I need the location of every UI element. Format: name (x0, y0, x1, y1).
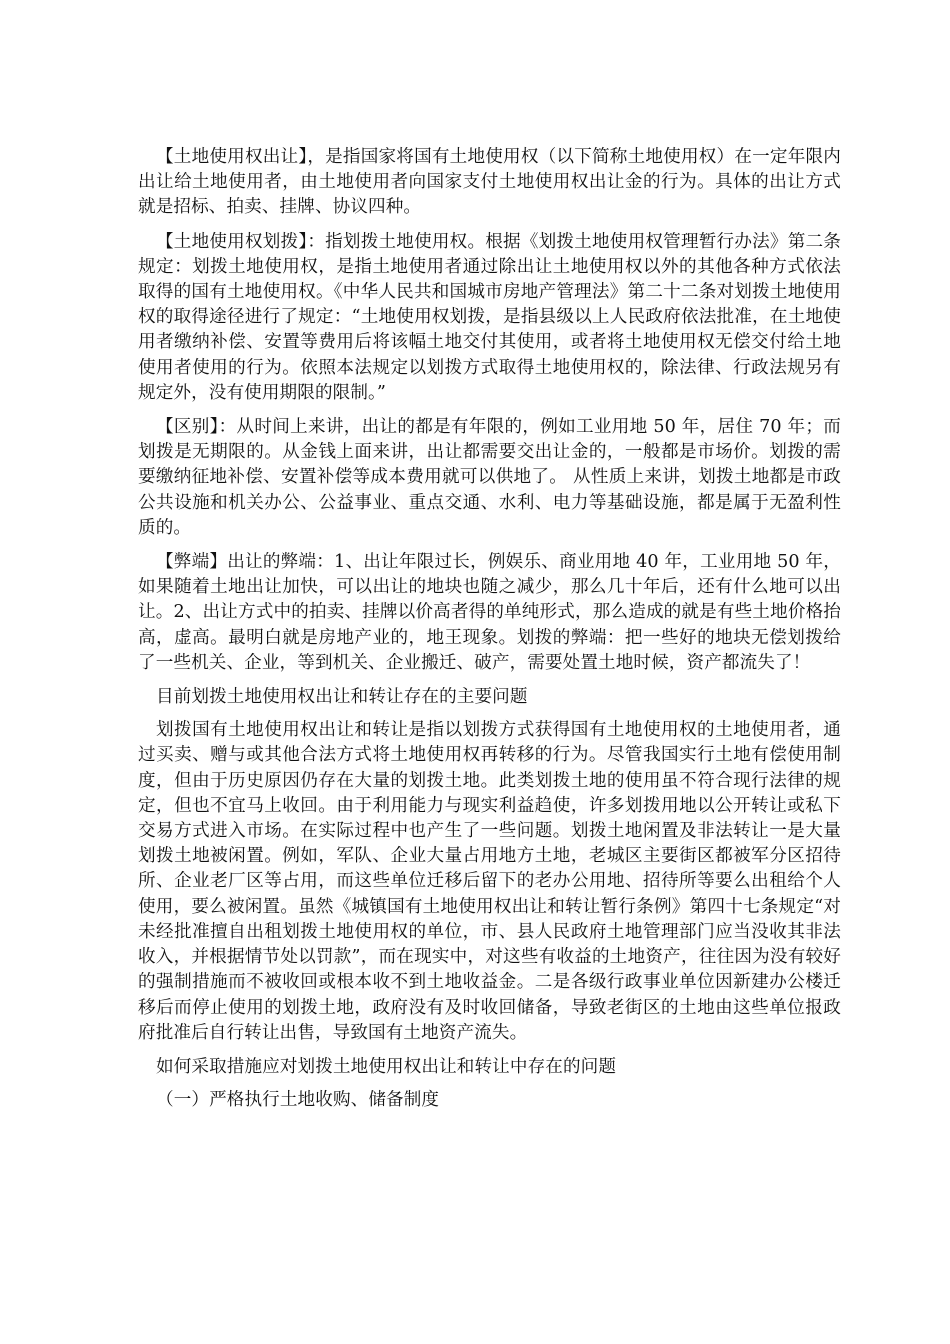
subsection-heading-acquisition-reserve: （一）严格执行土地收购、储备制度 (156, 1090, 440, 1111)
paragraph-differences (138, 415, 841, 541)
section-heading-main-problems: 目前划拨土地使用权出让和转让存在的主要问题 (156, 687, 528, 708)
section-heading-countermeasures: 如何采取措施应对划拨土地使用权出让和转让中存在的问题 (156, 1056, 617, 1077)
term-label: 【土地使用权划拨】 (156, 231, 308, 252)
paragraph-land-use-right-transfer (138, 145, 841, 221)
paragraph-text: ：指划拨土地使用权。根据《划拨土地使用权管理暂行办法》第二条规定：划拨土地使用权，是指土地使用者通过除出让土地使用权以外的其他各种方式依法取得的国有土地使用权。《中华人民共和国城市房地产管理法》第二十二条对划拨土地使用权的取得途径进行了规定：“土地使用权划拨，是指县级以上人民政府依法批准，在土地使用者缴纳补偿、安置等费用后将该幅土地交付其使用，或者将土地使用权无偿交付给土地使用者使用的行为。依照本法规定以划拨方式取得土地使用权的，除法律、行政法规另有规定外，没有使用期限的限制。” (138, 231, 841, 403)
paragraph-text: ：从时间上来讲，出让的都是有年限的，例如工业用地 50 年，居住 70 年；而划拨是无期限的。从金钱上面来讲，出让都需要交出让金的，一般都是市场价。划拨的需要缴纳征地补偿、安置补偿等成本费用就可以供地了。 从性质上来讲，划拨土地都是市政公共设施和机关办公、公益事业、重点交通、水利、电力等基础设施，都是属于无盈利性质的。 (138, 417, 841, 538)
term-label: 【土地使用权出让】 (156, 147, 308, 167)
paragraph-text: ，是指国家将国有土地使用权（以下简称土地使用权）在一定年限内出让给土地使用者，由土地使用者向国家支付土地使用权出让金的行为。具体的出让方式就是招标、拍卖、挂牌、协议四种。 (138, 147, 841, 218)
document-page (138, 145, 841, 1121)
paragraph-problems-body: 划拨国有土地使用权出让和转让是指以划拨方式获得国有土地使用权的土地使用者，通过买卖、赠与或其他合法方式将土地使用权再转移的行为。尽管我国实行土地有偿使用制度，但由于历史原因仍存在大量的划拨土地。此类划拨土地的使用虽不符合现行法律的规定，但也不宜马上收回。由于利用能力与现实利益趋使，许多划拨用地以公开转让或私下交易方式进入市场。在实际过程中也产生了一些问题。划拨土地闲置及非法转让一是大量划拨土地被闲置。例如，军队、企业大量占用地方土地，老城区主要街区都被军分区招待所、企业老厂区等占用，而这些单位迁移后留下的老办公用地、招待所等要么出租给个人使用，要么被闲置。虽然《城镇国有土地使用权出让和转让暂行条例》第四十七条规定“对未经批准擅自出租划拨土地使用权的单位，市、县人民政府土地管理部门应当没收其非法收入，并根据情节处以罚款”，而在现实中，对这些有收益的土地资产，往往因为没有较好的强制措施而不被收回或根本收不到土地收益金。二是各级行政事业单位因新建办公楼迁移后而停止使用的划拨土地，政府没有及时收回储备，导致老街区的土地由这些单位报政府批准后自行转让出售，导致国有土地资产流失。 (138, 720, 841, 1043)
paragraph-drawbacks (138, 550, 841, 676)
term-label: 【弊端】 (156, 552, 228, 573)
paragraph-land-use-right-allocation (138, 230, 841, 406)
paragraph-text: 出让的弊端：1、出让年限过长，例娱乐、商业用地 40 年，工业用地 50 年，如果随着土地出让加快，可以出让的地块也随之减少，那么几十年后，还有什么地可以出让。2、出让方式中的拍卖、挂牌以价高者得的单纯形式，那么造成的就是有些土地价格抬高，虚高。最明白就是房地产业的，地王现象。划拨的弊端：把一些好的地块无偿划拨给了一些机关、企业，等到机关、企业搬迁、破产，需要处置土地时候，资产都流失了！ (138, 552, 841, 673)
term-label: 【区别】 (156, 417, 219, 438)
